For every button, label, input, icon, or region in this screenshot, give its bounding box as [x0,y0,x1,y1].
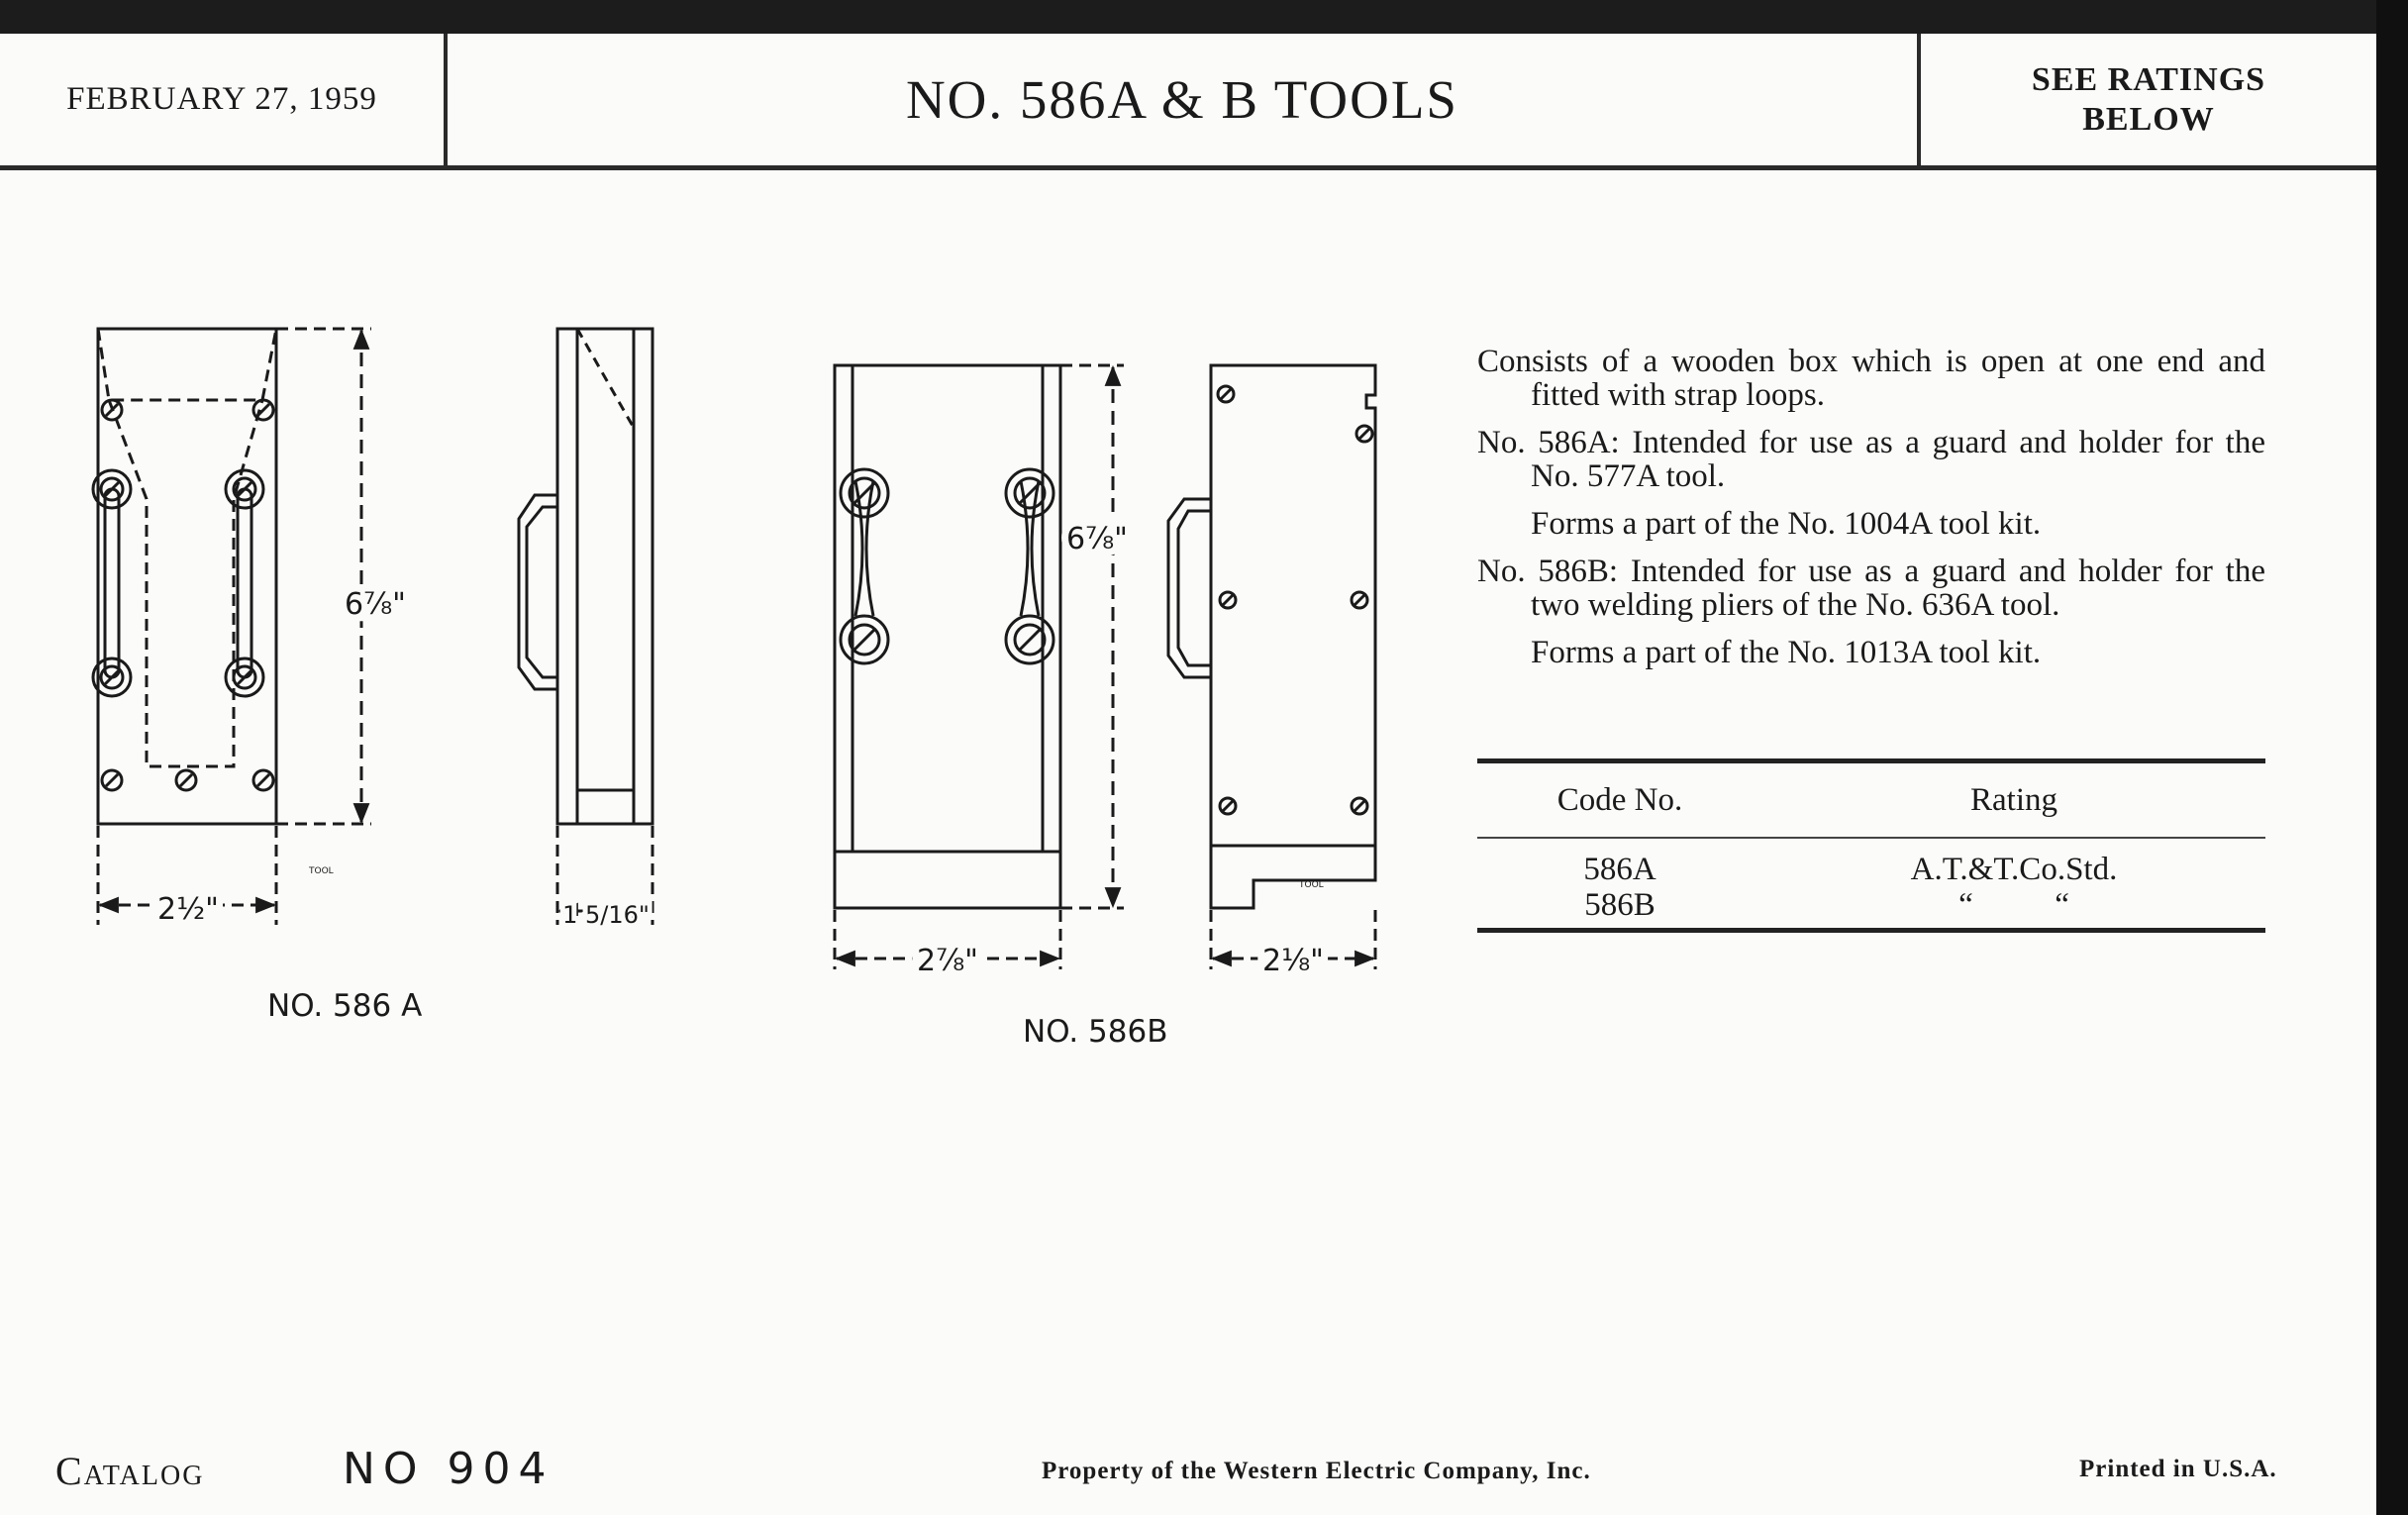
footer-printed-notice: Printed in U.S.A. [2079,1456,2277,1482]
tool-tag-586a: TOOL [309,866,334,876]
dim-586b-width: 2⅞" [917,944,978,978]
tool-586a-side-view [519,329,652,925]
figure-label-586b: NO. 586B [1023,1014,1168,1050]
screw [1352,592,1367,608]
screw [1218,386,1234,402]
figure-label-586a: NO. 586 A [267,988,423,1024]
description-paragraph: Forms a part of the No. 1013A tool kit. [1531,635,2042,670]
description-text [1477,345,2265,683]
catalog-card [0,34,2376,1515]
tool-drawings [0,34,1465,1123]
description-paragraph: No. 586B: Intended for use as a guard and holder for the two welding pliers of the No. 636A tool. [1477,554,2265,623]
scan-edge [2376,0,2408,1515]
footer-property-notice: Property of the Western Electric Company, Inc. [1042,1458,1591,1484]
screw [1352,798,1367,814]
rating-cell: A.T.&T.Co.Std. [1910,852,2118,887]
page-title: NO. 586A & B TOOLS [905,69,1459,130]
screw [253,770,273,790]
tool-586b-side-view [1168,365,1375,969]
ratings-table [1477,758,2265,933]
dim-586a-width: 2½" [157,892,219,927]
screw [102,400,122,420]
tool-tag-586b: TOOL [1299,880,1324,890]
screw [226,658,263,696]
table-row [1477,887,2265,931]
screw [841,616,888,663]
screw [253,400,273,420]
screw [1356,426,1372,442]
dim-586b-height: 6⅞" [1066,522,1128,556]
screw [1220,798,1236,814]
description-paragraph: Forms a part of the No. 1004A tool kit. [1531,506,2042,542]
code-cell: 586A [1583,852,1656,887]
table-header-row [1477,761,2265,839]
ratings-note-line1: SEE RATINGS [2031,60,2266,98]
screw [102,770,122,790]
screw [841,469,888,517]
header-ratings-note [1921,34,2376,165]
code-cell: 586B [1477,887,1762,931]
column-header-rating: Rating [1762,761,2265,839]
screw [1220,592,1236,608]
footer-catalog-number: NO 904 [343,1444,554,1494]
tool-586a-front-view [93,329,371,925]
description-paragraph: No. 586A: Intended for use as a guard and holder for the No. 577A tool. [1477,425,2265,494]
screw [1006,469,1054,517]
tool-586b-front-view [835,365,1124,969]
ratings-note-line2: BELOW [2082,100,2215,138]
footer-catalog: Catalog [55,1449,205,1493]
screw [226,470,263,508]
dim-586b-depth: 2⅛" [1262,944,1324,978]
dim-586a-depth: 1 5/16" [562,901,650,929]
dim-586a-height: 6⅞" [345,587,406,622]
description-paragraph: Consists of a wooden box which is open at one end and fitted with strap loops. [1477,344,2265,413]
table-row [1477,838,2265,887]
screw [1006,616,1054,663]
rating-cell: “ “ [1762,887,2265,931]
header-date: FEBRUARY 27, 1959 [66,81,377,117]
column-header-code: Code No. [1477,761,1762,839]
screw [176,770,196,790]
